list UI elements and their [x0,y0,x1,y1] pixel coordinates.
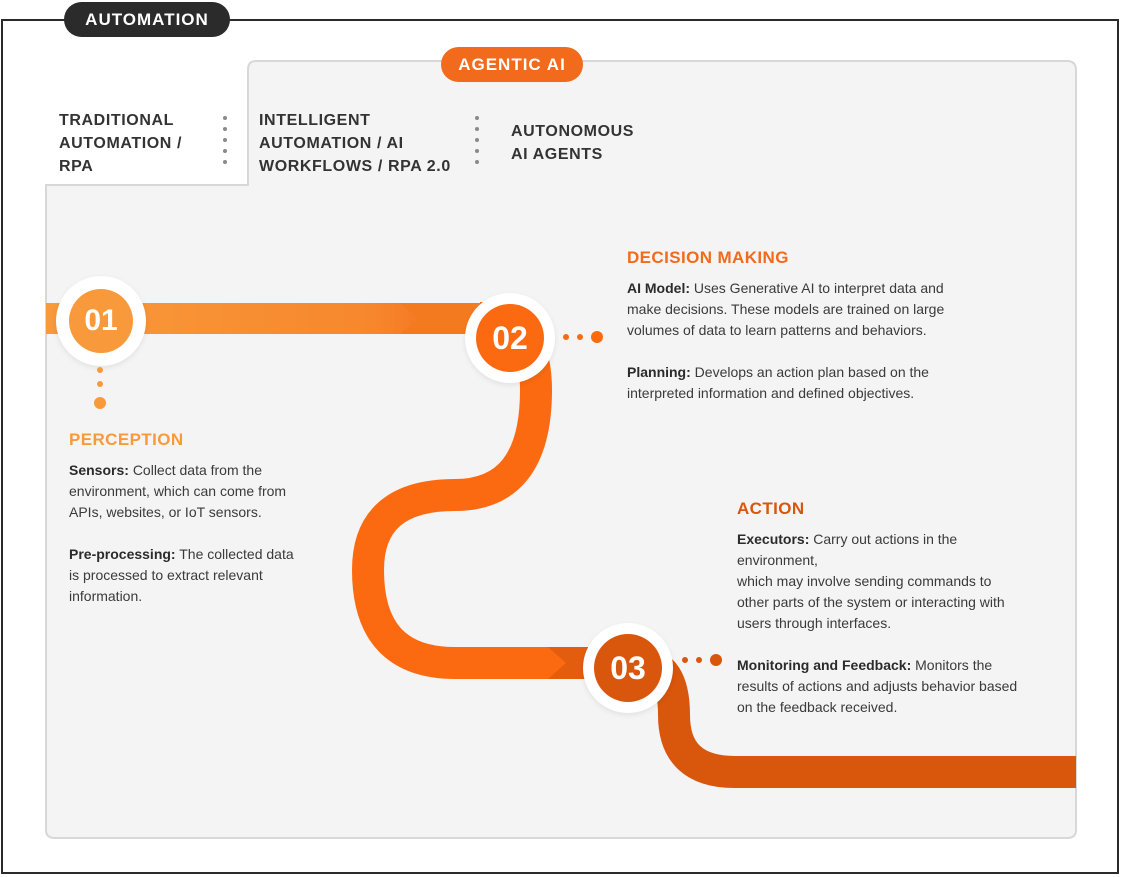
agentic-ai-pill: AGENTIC AI [441,47,583,82]
step-01-badge [56,276,146,366]
connector-dot [682,657,688,663]
decision-planning [627,362,1007,404]
connector-dot [591,331,603,343]
step-03-badge [583,623,673,713]
item-label: Pre-processing: [69,546,176,562]
decision-ai-model [627,278,1007,341]
action-title: ACTION [737,499,805,518]
item-label: Sensors: [69,462,129,478]
item-label: Executors: [737,531,810,547]
action-monitoring [737,655,1077,718]
connector-dot [710,654,722,666]
step-02-number: 02 [476,304,544,372]
stage-line: AUTONOMOUS [511,123,635,140]
item-line: Carry out actions in the [813,531,958,547]
item-line: information. [69,588,143,604]
item-label: Monitoring and Feedback: [737,657,912,673]
item-line: users through interfaces. [737,615,892,631]
connector-dot [696,657,702,663]
automation-pill: AUTOMATION [64,2,230,37]
agentic-ai-panel [46,61,1076,838]
item-line: volumes of data to learn patterns and behaviors. [627,322,927,338]
step-03-number: 03 [594,634,662,702]
perception-preprocessing [69,544,339,607]
connector-dot [97,381,103,387]
step-01-number: 01 [69,289,133,353]
connector-dot [97,367,103,373]
item-line: APIs, websites, or IoT sensors. [69,504,262,520]
item-line: interpreted information and defined objectives. [627,385,915,401]
stage-line: AUTOMATION / [59,135,183,152]
stage-line: INTELLIGENT [259,112,371,129]
item-line: environment, [737,552,818,568]
stage-line: WORKFLOWS / RPA 2.0 [259,158,451,175]
item-line: make decisions. These models are trained on large [627,301,945,317]
stage-line: TRADITIONAL [59,112,175,129]
stage-divider-2 [475,116,479,171]
item-line: Uses Generative AI to interpret data and [693,280,944,296]
action-executors [737,529,1077,634]
item-line: The collected data [179,546,294,562]
stage-intelligent-automation [259,109,451,178]
stage-line: AI AGENTS [511,146,603,163]
item-line: results of actions and adjusts behavior based [737,678,1018,694]
decision-making-title: DECISION MAKING [627,248,789,267]
connector-dot [563,334,569,340]
item-line: on the feedback received. [737,699,898,715]
stage-traditional-automation [59,109,182,178]
item-line: environment, which can come from [69,483,287,499]
perception-title: PERCEPTION [69,430,184,449]
step-02-badge [465,293,555,383]
stage-line: RPA [59,158,94,175]
item-label: AI Model: [627,280,690,296]
item-label: Planning: [627,364,691,380]
connector-dot [94,397,106,409]
item-line: is processed to extract relevant [69,567,263,583]
item-line: which may involve sending commands to [737,573,992,589]
item-line: Develops an action plan based on the [694,364,929,380]
item-line: Collect data from the [132,462,262,478]
perception-sensors [69,460,339,523]
stage-line: AUTOMATION / AI [259,135,404,152]
stage-autonomous-ai-agents [511,120,634,166]
item-line: Monitors the [915,657,993,673]
connector-dot [577,334,583,340]
stage-divider-1 [223,116,227,171]
item-line: other parts of the system or interacting with [737,594,1005,610]
